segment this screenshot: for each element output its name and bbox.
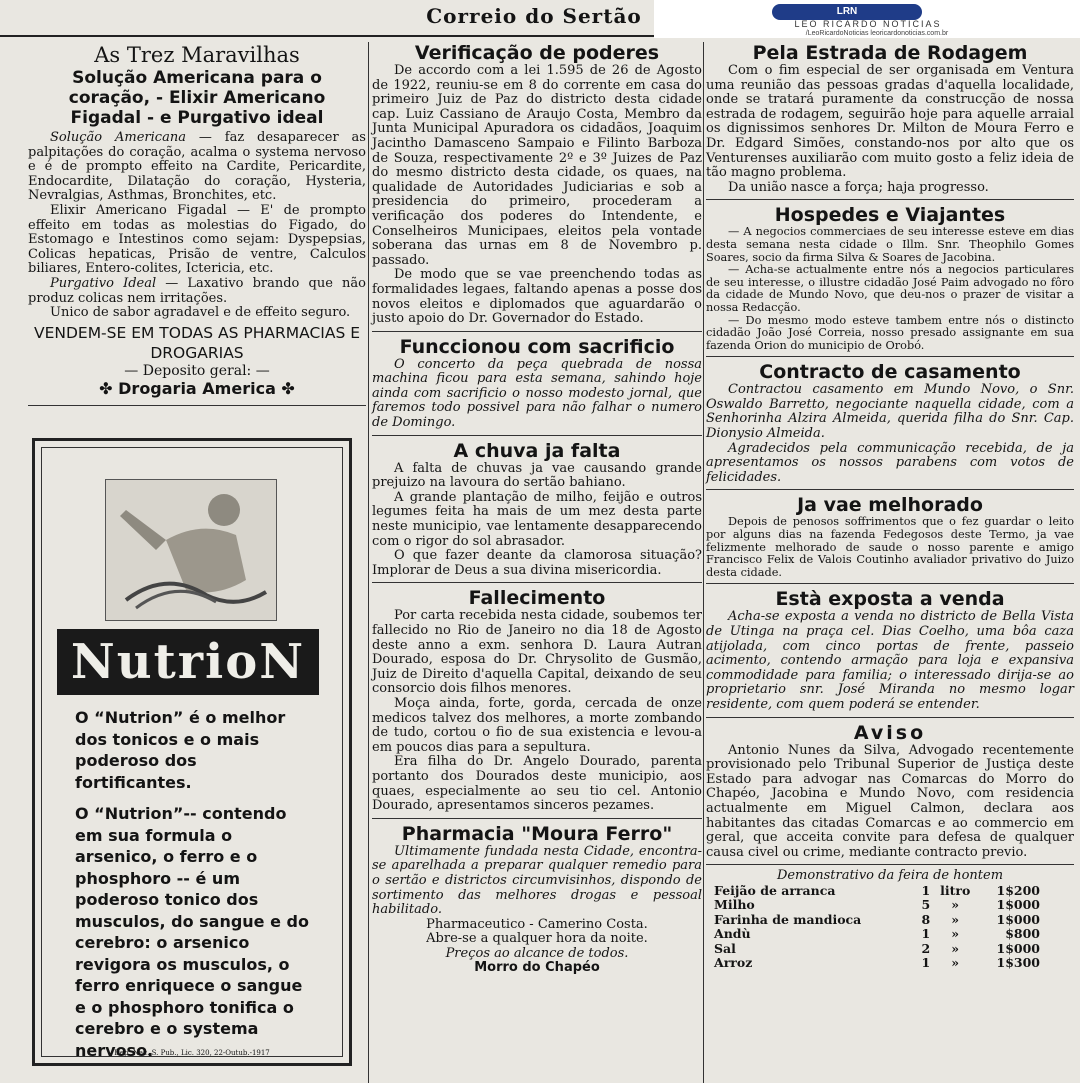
article-paragraph: — Do mesmo modo esteve tambem entre nós o distincto cidadão João José Correia, nosso presado assignante em sua fazenda Orion do municipio de Orobó. bbox=[706, 313, 1074, 352]
item-unit: litro bbox=[940, 882, 971, 898]
article-title: Està exposta a venda bbox=[775, 588, 1005, 611]
ad-headline: As Trez Maravilhas bbox=[94, 43, 300, 67]
item-unit: » bbox=[951, 897, 960, 913]
ad-formula: O “Nutrion”-- contendo em sua formula o arsenico, o ferro e o phosphoro -- é um poderoso tonico dos musculos, do sangue e do cerebro: o arsenico revigora os musculos, o ferro enriquece o sangue e o phosphoro tonifica o cerebro e o systema nervoso. bbox=[75, 804, 309, 1060]
deposit-label: — Deposito geral: — bbox=[124, 362, 270, 379]
item-name: Farinha de mandioca bbox=[714, 911, 862, 927]
market-table-title: Demonstrativo da feira de hontem bbox=[776, 868, 1004, 884]
article-paragraph: Moça ainda, forte, gorda, cercada de onze medicos talvez dos melhores, a morte zombando de tudo, cortou o fio de sua existencia e levou-a em poucos dias para a sepultura. bbox=[372, 695, 702, 755]
item-name: Milho bbox=[714, 897, 755, 913]
article-paragraph: Contractou casamento em Mundo Novo, o Snr. Oswaldo Barretto, negociante naquella cidade, com a Senhorinha Alzira Almeida, querida filha do Snr. Cap. Dionysio Almeida. bbox=[706, 382, 1074, 442]
article-paragraph: Depois de penosos soffrimentos que o fez guardar o leito por alguns dias na fazenda Fedegosos deste Termo, ja vae felizmente melhorado de saude o nosso parente e amigo Francisco Felix de Valois Coutinho avaliador privativo do Juizo desta cidade. bbox=[706, 515, 1074, 579]
product-note: Unico de sabor agradavel e de effeito seguro. bbox=[50, 305, 351, 321]
item-price: 1$000 bbox=[996, 940, 1040, 956]
article-paragraph: — Acha-se actualmente entre nós a negocios particulares de seu interesse, o illustre cidadão José Paim advogado no fôro da cidade de Mundo Novo, que deu-nos o prazer de visitar a nossa Redacção. bbox=[706, 263, 1074, 314]
article-paragraph: De modo que se vae preenchendo todas as formalidades legaes, faltando apenas a posse dos novos eleitos e diplomados que aguardarão o justo apoio do Dr. Governador do Estado. bbox=[372, 267, 702, 327]
column-middle bbox=[372, 42, 702, 1083]
product-text: — Laxativo brando que não produz colicas nem irritações. bbox=[28, 275, 366, 306]
item-unit: » bbox=[951, 940, 960, 956]
logo-name: LEO RICARDO NOTICIAS bbox=[794, 19, 942, 29]
drogaria-label: Drogaria America bbox=[118, 378, 276, 398]
section-rule bbox=[372, 331, 702, 332]
section-rule bbox=[706, 489, 1074, 490]
ad-subheadline: Solução Americana para o coração, - Elixir Americano Figadal - e Purgativo ideal bbox=[68, 68, 326, 128]
pharmacy-hours: Abre-se a qualquer hora da noite. bbox=[426, 931, 648, 947]
product-text: — faz desaparecer as palpitações do coração, acalma o systema nervoso e é de prompto effeito na Cardite, Pericardite, Endocardite, Dilatação do coração, Hysteria, Nevralgias, Asthmas, Bronchites, etc. bbox=[28, 130, 366, 204]
article-title: Ja vae melhorado bbox=[797, 494, 983, 517]
section-rule bbox=[372, 435, 702, 436]
logo-mark: LRN bbox=[772, 4, 922, 20]
section-rule bbox=[706, 717, 1074, 718]
section-rule bbox=[372, 818, 702, 819]
item-quantity: 1 bbox=[921, 926, 931, 942]
article-paragraph: A falta de chuvas ja vae causando grande prejuizo na lavoura do sertão bahiano. bbox=[372, 460, 702, 491]
product-text: — E' de prompto effeito em todas as molestias do Figado, do Estomago e Intestinos como sejam: Dyspepsias, Colicas hepaticas, Prisão de ventre, Calculos biliares, Entero-colites, Ictericia, etc. bbox=[28, 202, 366, 277]
article-paragraph: Acha-se exposta a venda no districto de Bella Vista de Utinga na praça cel. Dias Coelho, uma bôa caza atijolada, com cinco portas de frente, passeio acimento, contendo armação para loja e expansiva commodidade para familia; o interessado dirija-se ao proprietario snr. José Miranda no mesmo logar residente, com quem poderá se entender. bbox=[706, 609, 1074, 712]
pharmacy-location: Morro do Chapéo bbox=[474, 960, 600, 976]
article-paragraph: A grande plantação de milho, feijão e outros legumes feita ha mais de um mez desta parte neste municipio, vae lentamente desapparecendo com o rigor do sol abrasador. bbox=[372, 489, 702, 549]
article-title: Aviso bbox=[853, 721, 927, 744]
ad-license: Dep. Nac. S. Pub., Lic. 320, 22-Outub.-1917 bbox=[114, 1049, 270, 1057]
item-price: $800 bbox=[1005, 926, 1040, 942]
item-quantity: 2 bbox=[921, 940, 931, 956]
ad-illustration bbox=[105, 479, 277, 621]
pharmacy-prices: Preços ao alcance de todos. bbox=[445, 945, 629, 961]
table-row bbox=[712, 884, 1042, 898]
column-right bbox=[706, 42, 1074, 1083]
table-row bbox=[712, 942, 1042, 956]
item-quantity: 5 bbox=[921, 897, 931, 913]
article-paragraph: — A negocios commerciaes de seu interesse esteve em dias desta semana nesta cidade o Illm. Snr. Theophilo Gomes Soares, socio da firma Silva & Soares de Jacobina. bbox=[706, 225, 1074, 264]
section-rule bbox=[372, 582, 702, 583]
article-title: Verificação de poderes bbox=[414, 42, 660, 64]
article-paragraph: Com o fim especial de ser organisada em Ventura uma reunião das pessoas gradas d'aquella localidade, onde se tratará puramente da construcção de nossa estrada de rodagem, seguirão hoje para aquelle arraial os dignissimos senhores Dr. Milton de Moura Ferro e Dr. Edgard Simões, constando-nos por alto que os Venturenses auxiliarão com muito gosto a feliz ideia de tão magno problema. bbox=[706, 63, 1074, 181]
item-price: 1$200 bbox=[996, 882, 1040, 898]
item-quantity: 8 bbox=[921, 911, 931, 927]
table-row bbox=[712, 913, 1042, 927]
article-paragraph: De accordo com a lei 1.595 de 26 de Agosto de 1922, reuniu-se em 8 do corrente em casa do primeiro Juiz de Paz do districto desta cidade cap. Luiz Cassiano de Araujo Costa, Membro da Junta Municipal Apuradora os cidadãos, Joaquim Jacintho Damasceno Sampaio e Filinto Barboza de Souza, respectivamente 2º e 3º Juizes de Paz do mesmo districto desta cidade, os quaes, na qualidade de Autoridades Judiciarias e sob a presidencia do primeiro, procederam a verificação dos poderes do Intendente, e Conselheiros Municipaes, eleitos pela vontade soberana das urnas em 8 de Novembro p. passado. bbox=[372, 63, 702, 268]
item-unit: » bbox=[951, 954, 960, 970]
item-price: 1$000 bbox=[996, 911, 1040, 927]
item-name: Feijão de arranca bbox=[714, 882, 836, 898]
item-unit: » bbox=[951, 926, 960, 942]
article-paragraph: Agradecidos pela communicação recebida, de ja apresentamos os nossos parabens com votos de felicidades. bbox=[706, 440, 1074, 485]
product-name: Elixir Americano Figadal bbox=[50, 202, 227, 218]
article-paragraph: Era filha do Dr. Angelo Dourado, parenta portanto dos Dourados deste municipio, aos quaes, especialmente ao seu tio cel. Antonio Dourado, apresentamos sinceros pezames. bbox=[372, 754, 702, 814]
item-name: Sal bbox=[714, 940, 736, 956]
item-price: 1$000 bbox=[996, 897, 1040, 913]
table-row bbox=[712, 956, 1042, 970]
article-body bbox=[706, 516, 1074, 579]
article-paragraph: Da união nasce a força; haja progresso. bbox=[728, 179, 989, 195]
ad-body bbox=[75, 707, 315, 1071]
item-quantity: 1 bbox=[921, 882, 931, 898]
column-divider bbox=[368, 42, 369, 1083]
ad-claim: O “Nutrion” é o melhor dos tonicos e o mais poderoso dos fortificantes. bbox=[75, 708, 286, 792]
masthead: Correio do Sertão bbox=[426, 4, 642, 28]
article-title: Pela Estrada de Rodagem bbox=[752, 42, 1028, 64]
item-price: 1$300 bbox=[996, 954, 1040, 970]
item-name: Andù bbox=[714, 926, 751, 942]
pharmacist-name: Pharmaceutico - Camerino Costa. bbox=[426, 916, 648, 932]
nutrion-logo: NutrioN bbox=[57, 629, 319, 695]
table-row bbox=[712, 898, 1042, 912]
article-title: Pharmacia "Moura Ferro" bbox=[401, 822, 673, 845]
muscleman-illustration bbox=[106, 480, 276, 620]
article-title: Funccionou com sacrificio bbox=[399, 335, 675, 358]
nutrion-advertisement bbox=[32, 438, 352, 1066]
item-unit: » bbox=[951, 911, 960, 927]
item-name: Arroz bbox=[714, 954, 753, 970]
product-name: Purgativo Ideal bbox=[50, 275, 157, 291]
article-paragraph: Ultimamente fundada nesta Cidade, encontra-se aparelhada a preparar qualquer remedio para o sertão e districtos circumvisinhos, dispondo de sortimento das melhores drogas e pessoal habilitado. bbox=[372, 843, 702, 918]
logo-social-line: /LeoRicardoNoticias leoricardonoticias.com.br bbox=[805, 30, 949, 37]
item-quantity: 1 bbox=[921, 954, 931, 970]
watermark-logo bbox=[654, 0, 1080, 38]
sales-notice: VENDEM-SE EM TODAS AS PHARMACIAS E DROGARIAS bbox=[33, 323, 361, 362]
product-name: Solução Americana bbox=[50, 130, 186, 145]
article-paragraph: O que fazer deante da clamorosa situação? Implorar de Deus a sua divina misericordia. bbox=[372, 548, 702, 578]
section-rule bbox=[706, 199, 1074, 200]
section-rule bbox=[28, 405, 366, 406]
table-row bbox=[712, 927, 1042, 941]
section-rule bbox=[706, 583, 1074, 584]
article-title: Contracto de casamento bbox=[759, 361, 1021, 384]
masthead-rule bbox=[0, 35, 710, 37]
section-rule bbox=[706, 356, 1074, 357]
drogaria-name: ✤ Drogaria America ✤ bbox=[99, 378, 295, 398]
market-price-table bbox=[712, 884, 1042, 970]
article-body bbox=[706, 226, 1074, 352]
article-title: A chuva ja falta bbox=[453, 439, 621, 462]
article-title: Fallecimento bbox=[468, 587, 606, 610]
article-paragraph: Antonio Nunes da Silva, Advogado recentemente provisionado pelo Tribunal Superior de Justiça deste Estado para advogar nas Comarcas do Morro do Chapéo, Jacobina e Mundo Novo, com residencia actualmente em Miguel Calmon, declara aos habitantes das citadas Comarcas e ao commercio em geral, que acceita convite para defesa de qualquer causa civel ou crime, mediante contracto previo. bbox=[706, 742, 1074, 860]
article-paragraph: O concerto da peça quebrada de nossa machina ficou para esta semana, sahindo hoje ainda com sacrificio o nosso modesto jornal, que faremos todo possivel para não falhar o numero de Domingo. bbox=[372, 356, 702, 431]
article-paragraph: Por carta recebida nesta cidade, soubemos ter fallecido no Rio de Janeiro no dia 18 de Agosto deste anno a exm. senhora D. Laura Autran Dourado, esposa do Dr. Chrysolito de Gusmão, Juiz de Direito d'aquella Capital, deixando de seu consorcio dois filhos menores. bbox=[372, 608, 702, 697]
article-title: Hospedes e Viajantes bbox=[774, 204, 1006, 227]
section-rule bbox=[706, 864, 1074, 865]
column-divider bbox=[703, 42, 704, 1083]
